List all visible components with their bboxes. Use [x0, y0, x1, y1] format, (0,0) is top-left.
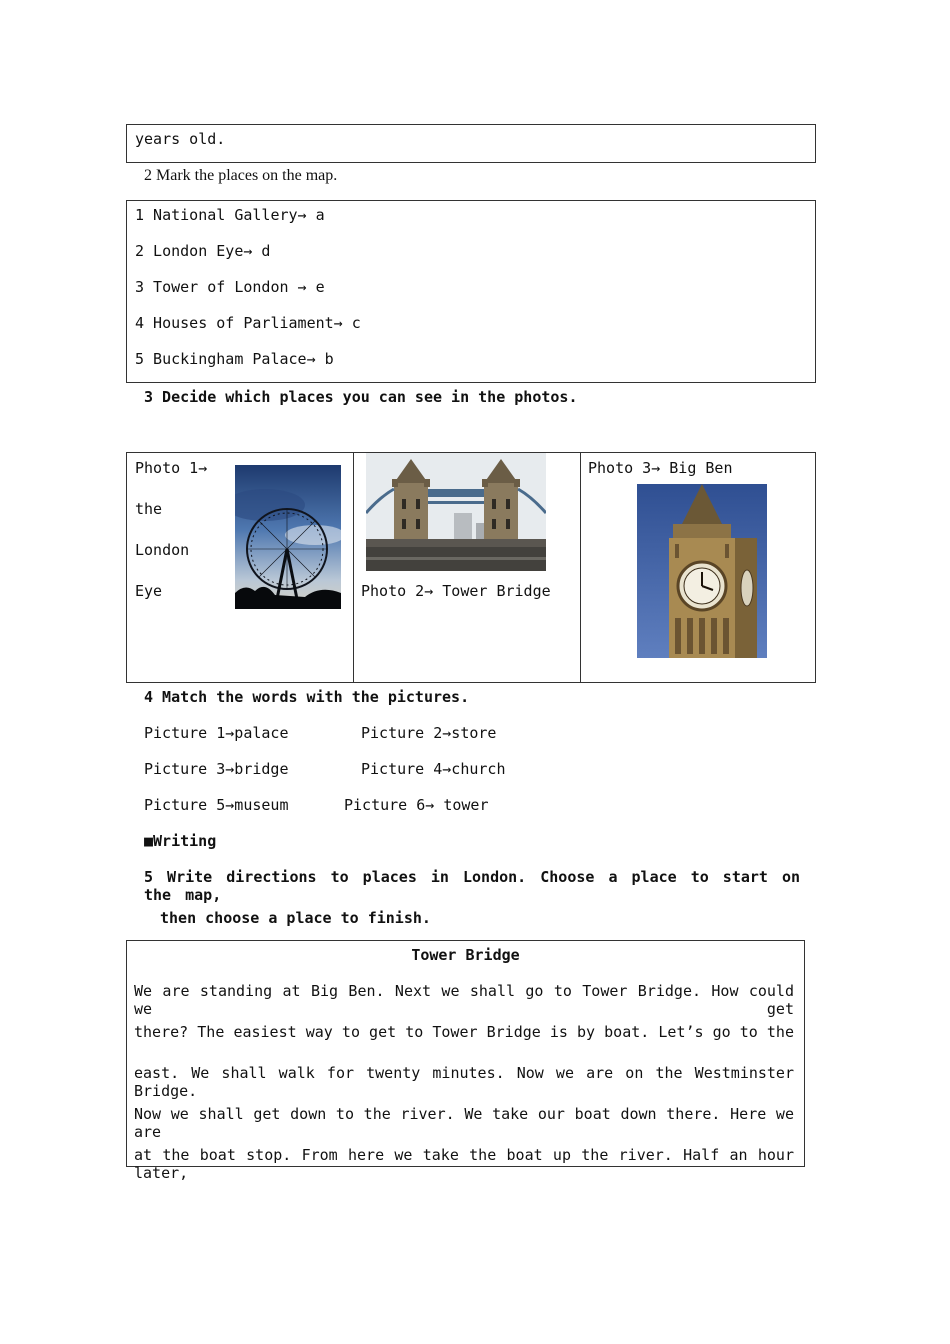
writing-label: ■Writing	[144, 832, 217, 850]
big-ben-photo	[637, 484, 767, 658]
tower-bridge-photo	[366, 453, 546, 571]
essay-line: east. We shall walk for twenty minutes. Now we are on the Westminster Bridge.	[134, 1064, 794, 1100]
answer-item: 4 Houses of Parliament→ c	[135, 314, 361, 332]
answer-item: 5 Buckingham Palace→ b	[135, 350, 334, 368]
london-eye-photo	[235, 465, 341, 609]
match-item: Picture 3→bridge	[144, 760, 289, 778]
photo1-label-line: Photo 1→	[135, 459, 208, 477]
section2-answer-box	[126, 200, 816, 383]
match-item: Picture 2→store	[361, 724, 497, 742]
top-box-text: years old.	[135, 130, 226, 148]
essay-line: Now we shall get down to the river. We take our boat down there. Here we are	[134, 1105, 794, 1141]
match-item: Picture 6→ tower	[344, 796, 489, 814]
answer-item: 3 Tower of London → e	[135, 278, 325, 296]
section4-heading: 4 Match the words with the pictures.	[144, 688, 470, 706]
answer-item: 2 London Eye→ d	[135, 242, 271, 260]
match-item: Picture 1→palace	[144, 724, 289, 742]
match-item: Picture 4→church	[361, 760, 506, 778]
writing-task-line: then choose a place to finish.	[160, 909, 431, 927]
essay-line: We are standing at Big Ben. Next we shall go to Tower Bridge. How could we get	[134, 982, 794, 1018]
photo1-label-line: Eye	[135, 582, 163, 600]
writing-task-line: 5 Write directions to places in London. Choose a place to start on the map,	[144, 868, 801, 904]
table-divider	[580, 453, 581, 682]
section3-heading: 3 Decide which places you can see in the photos.	[144, 388, 578, 406]
answer-item: 1 National Gallery→ a	[135, 206, 325, 224]
match-item: Picture 5→museum	[144, 796, 289, 814]
photo3-label: Photo 3→ Big Ben	[588, 459, 733, 477]
top-text-box	[126, 124, 816, 163]
table-divider	[353, 453, 354, 682]
essay-line: at the boat stop. From here we take the boat up the river. Half an hour later,	[134, 1146, 794, 1182]
essay-title: Tower Bridge	[411, 946, 520, 964]
photo-table	[126, 452, 816, 683]
photo1-label-line: London	[135, 541, 190, 559]
section2-heading: 2 Mark the places on the map.	[144, 167, 338, 184]
photo1-label-line: the	[135, 500, 163, 518]
photo2-label: Photo 2→ Tower Bridge	[361, 582, 551, 600]
essay-line: there? The easiest way to get to Tower Bridge is by boat. Let’s go to the	[134, 1023, 794, 1041]
